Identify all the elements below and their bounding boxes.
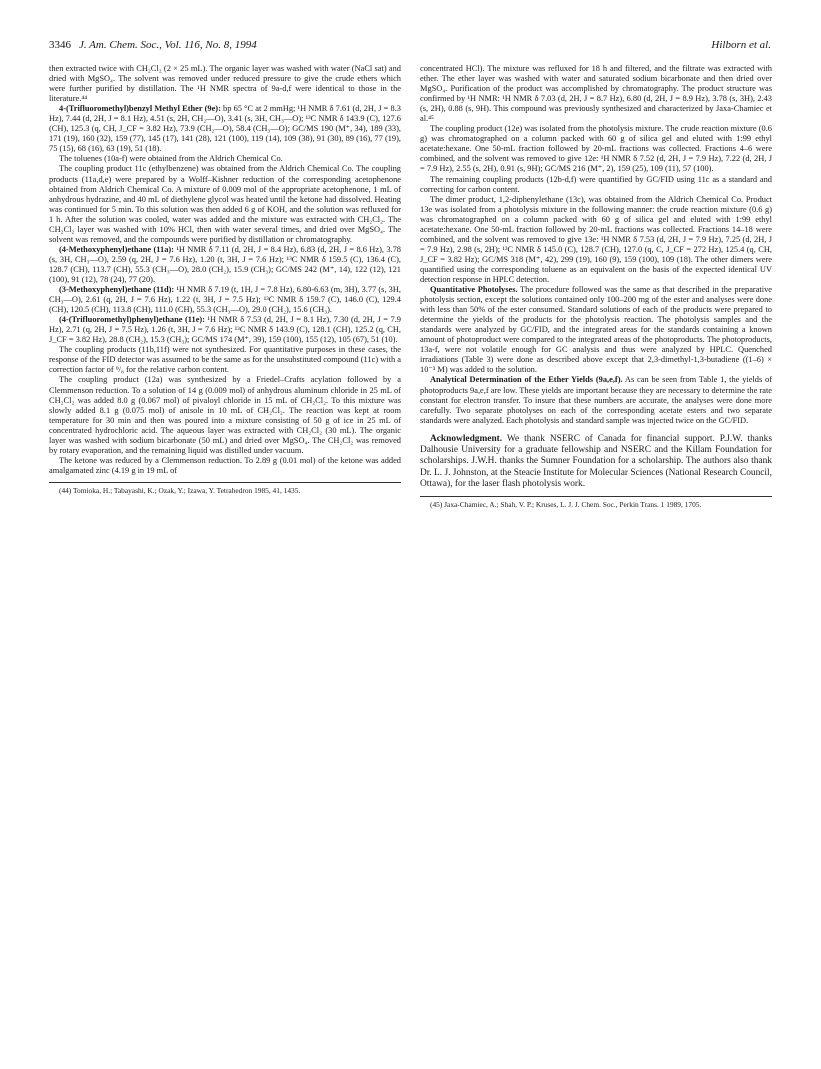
acknowledgment-heading: Acknowledgment. (430, 433, 503, 444)
compound-data: bp 65 °C at 2 mmHg; ¹H NMR δ 7.61 (d, 2H, J = 8.3 Hz), 7.44 (d, 2H, J = 8.1 Hz), 4.51 (s, 2H, CH₂—O), 3.41 (s, 3H, CH₃—O); ¹³C NMR δ 143.9 (C), 127.6 (CH), 125.3 (q, CH, J_CF = 3.82 Hz), 73.9 (CH₂—O), 58.4 (CH₃—O); GC/MS 190 (M⁺, 34), 189 (33), 171 (19), 160 (32), 159 (77), 145 (17), 141 (28), 121 (100), 119 (14), 109 (38), 91 (30), 89 (16), 77 (19), 75 (15), 68 (16), 63 (19), 51 (18). (49, 104, 401, 154)
compound-data: ¹H NMR δ 7.53 (d, 2H, J = 8.1 Hz), 7.30 (d, 2H, J = 7.9 Hz), 2.71 (q, 2H, J = 7.5 Hz), 1.26 (t, 3H, J = 7.6 Hz); ¹³C NMR δ 143.9 (C), 128.1 (CH), 125.2 (q, CH, J_CF = 3.82 Hz), 28.8 (CH₂), 15.3 (CH₃); GC/MS 174 (M⁺, 39), 159 (100), 155 (12), 105 (67), 51 (10). (49, 315, 401, 345)
paragraph: then extracted twice with CH₂Cl₂ (2 × 25 mL). The organic layer was washed with water (NaCl sat) and dried with MgSO₄. The solvent was removed under reduced pressure to give the crude ethers which were further purified by distillation. The ¹H NMR spectra of 9a-d,f were identical to those in the literature.⁴⁴ (49, 64, 401, 104)
paragraph: The coupling products (11b,11f) were not synthesized. For quantitative purposes in these cases, the response of the FID detector was assumed to be the same as for the unsubstituted compound (11c) with a correction factor of ⁹/₈ for the relative carbon content. (49, 345, 401, 375)
section-heading: Quantitative Photolyses. (430, 285, 518, 295)
right-column (420, 64, 772, 509)
paragraph: The coupling product (12e) was isolated from the photolysis mixture. The crude reaction mixture (0.6 g) was chromatographed on a column packed with 60 g of silica gel and eluted with 1:99 ethyl acetate:hexane. One 50-mL fraction followed by 20-mL fractions was collected. Fractions 4–6 were combined, and the solvent was removed to give 12e: ¹H NMR δ 7.52 (d, 2H, J = 7.9 Hz), 7.22 (d, 2H, J = 7.9 Hz), 2.55 (s, 2H), 0.91 (s, 9H); GC/MS 216 (M⁺, 2), 159 (25), 109 (11), 57 (100). (420, 124, 772, 174)
journal-citation: J. Am. Chem. Soc., Vol. 116, No. 8, 1994 (79, 39, 257, 51)
paragraph: The dimer product, 1,2-diphenylethane (13c), was obtained from the Aldrich Chemical Co. Product 13e was isolated from a photolysis mixture in the following manner: the crude reaction mixture (0.6 g) was chromatographed on a column packed with 60 g of silica gel and eluted with 1:99 ethyl acetate:hexane. One 50-mL fraction followed by 20-mL fractions was collected. Fractions 14–18 were combined, and the solvent was removed to give 13e: ¹H NMR δ 7.53 (d, 2H, J = 7.9 Hz), 7.25 (d, 2H, J = 7.9 Hz), 2.98 (s, 2H); ¹³C NMR δ 145.0 (C), 128.7 (CH), 127.0 (q, C, J_CF = 272 Hz), 125.4 (q, CH, J_CF = 3.82 Hz); GC/MS 318 (M⁺, 42), 299 (19), 160 (9), 159 (100), 109 (18). The other dimers were quantified using the corresponding toluene as an equivalent on the basis of the expected identical UV detection response in HPLC detection. (420, 194, 772, 284)
compound-data: ¹H NMR δ 7.11 (d, 2H, J = 8.4 Hz), 6.83 (d, 2H, J = 8.6 Hz), 3.78 (s, 3H, CH₃—O), 2.59 (q, 2H, J = 7.6 Hz), 1.20 (t, 3H, J = 7.6 Hz); ¹³C NMR δ 159.5 (C), 136.4 (C), 128.7 (CH), 113.7 (CH), 55.3 (CH₃—O), 28.0 (CH₂), 15.9 (CH₃); GC/MS 242 (M⁺, 14), 122 (12), 121 (100), 91 (12), 78 (24), 77 (20). (49, 244, 401, 284)
paragraph: concentrated HCl). The mixture was refluxed for 18 h and filtered, and the filtrate was extracted with ether. The ether layer was washed with water and saturated sodium bicarbonate and then dried over MgSO₄. Purification of the product was accomplished by chromatography. The product structure was confirmed by ¹H NMR: ¹H NMR δ 7.03 (d, 2H, J = 8.7 Hz), 6.80 (d, 2H, J = 8.9 Hz), 3.78 (s, 3H), 2.43 (s, 2H), 0.88 (s, 9H). This compound was previously synthesized and characterized by Jaxa-Chamiec et al.⁴⁵ (420, 64, 772, 124)
compound-heading: (4-(Trifluoromethyl)phenyl)ethane (11e): (59, 315, 205, 325)
section-body: As can be seen from Table 1, the yields of photoproducts 9a,e,f are low. These yields are important because they are necessary to determine the rate constant for electron transfer. To insure that these numbers are accurate, the analyses were done more carefully. Two separate photolyses on each of the corresponding acetate esters and two separate standards were analyzed. Each photolysis and standard sample was injected twice on the GC/FID. (420, 375, 772, 425)
compound-heading: (3-Methoxyphenyl)ethane (11d): (59, 285, 175, 295)
paragraph: The coupling product (12a) was synthesized by a Friedel–Crafts acylation followed by a Clemmenson reduction. To a solution of 14 g (0.009 mol) of anhydrous aluminum chloride in 25 mL of CH₂Cl₂ was added 8.0 g (0.067 mol) of pivaloyl chloride in 15 mL of CH₂Cl₂. To this mixture was slowly added 8.1 g (0.075 mol) of anisole in 10 mL of CH₂Cl₂. The reaction was kept at room temperature for 30 min and then was poured into a mixture consisting of 50 g of ice in 25 mL of concentrated hydrochloric acid. The aqueous layer was extracted with CH₂Cl₂ (30 mL). The organic layer was washed with sodium bicarbonate (50 mL) and dried over MgSO₄. The CH₂Cl₂ was removed by rotary evaporation, and the remaining liquid was distilled under vacuum. (49, 375, 401, 455)
page-number: 3346 (49, 39, 71, 51)
compound-entry-11d (49, 285, 401, 315)
compound-data: ¹H NMR δ 7.19 (t, 1H, J = 7.8 Hz), 6.80-6.63 (m, 3H), 3.77 (s, 3H, CH₃—O), 2.61 (q, 2H, J = 7.6 Hz), 1.22 (t, 3H, J = 7.5 Hz); ¹³C NMR δ 159.7 (C), 146.0 (C), 129.4 (CH), 120.5 (CH), 113.8 (CH), 111.0 (CH), 55.3 (CH₃—O), 29.0 (CH₂), 15.6 (CH₃). (49, 285, 402, 315)
left-column (49, 64, 401, 495)
paragraph: The remaining coupling products (12b-d,f) were quantified by GC/FID using 11c as a standard and correcting for carbon content. (420, 174, 772, 194)
section-ether-yields (420, 375, 772, 425)
paragraph: The coupling product 11c (ethylbenzene) was obtained from the Aldrich Chemical Co. The coupling products (11a,d,e) were prepared by a Wolff–Kishner reduction of the corresponding acetophenone obtained from Aldrich Chemical Co. A mixture of 0.009 mol of the appropriate acetophenone, 1 mL of anhydrous hydrazine, and 40 mL of diethylene glycol was heated until the ketone had dissolved. Heating was continued for 5 min. To this solution was then added 6 g of KOH, and the solution was refluxed for 1 h. After the solution was cooled, water was added and the mixture was extracted with CH₂Cl₂. The CH₂Cl₂ layer was washed with 10% HCl, then with water several times, and dried over MgSO₄. The solvent was removed, and the compounds were purified by distillation or chromatography. (49, 164, 401, 244)
acknowledgment-body: We thank NSERC of Canada for financial support. P.J.W. thanks Dalhousie University for a graduate fellowship and NSERC and the Killam Foundation for scholarships. J.W.H. thanks the Sumner Foundation for a scholarship. The authors also thank Dr. L. J. Johnston, at the Steacie Institute for Molecular Sciences (National Research Council, Ottawa), for the laser flash photolysis work. (420, 433, 772, 489)
compound-heading: 4-(Trifluoromethyl)benzyl Methyl Ether (9e): (59, 104, 221, 114)
section-quantitative-photolyses (420, 285, 772, 375)
section-heading: Analytical Determination of the Ether Yields (9a,e,f). (430, 375, 623, 385)
compound-entry-11a (49, 245, 401, 285)
compound-entry-9e (49, 104, 401, 154)
footnote-divider (49, 482, 401, 483)
compound-heading: (4-Methoxyphenyl)ethane (11a): (59, 244, 174, 254)
footnote-44: (44) Tomioka, H.; Tabayashi, K.; Ozak, Y.; Izawa, Y. Tetrahedron 1985, 41, 1435. (59, 485, 301, 495)
running-authors: Hilborn et al. (711, 39, 771, 51)
paragraph: The toluenes (10a-f) were obtained from the Aldrich Chemical Co. (59, 154, 283, 164)
section-body: The procedure followed was the same as that described in the preparative photolysis section, except the solutions contained only 100–200 mg of the ester and analyses were done with less than 50% of the ester consumed. Standard solutions of each of the products were prepared to determine the yields of the products for the photolysis reaction. The photolysis samples and the standards were analyzed by GC/FID, and the integrated areas for the standards containing a known amount of photoproduct were compared to the integrated areas of the photoproducts. The photoproducts, 13a-f, were not volatile enough for GC analysis and thus were analyzed by HPLC. Quenched irradiations (Table 3) were done as described above except that 2,3-dimethyl-1,3-butadiene ((1–6) × 10⁻³ M) was added to the solution. (420, 285, 772, 375)
running-header (49, 39, 771, 55)
paragraph: The ketone was reduced by a Clemmenson reduction. To 2.89 g (0.01 mol) of the ketone was added amalgamated zinc (4.19 g in 19 mL of (49, 455, 401, 475)
footnote-45: (45) Jaxa-Chamiec, A.; Shah, V. P.; Kruses, L. J. J. Chem. Soc., Perkin Trans. 1 1989, 1705. (430, 500, 702, 510)
footnote-divider (420, 496, 772, 497)
compound-entry-11e (49, 315, 401, 345)
acknowledgment (420, 434, 772, 490)
